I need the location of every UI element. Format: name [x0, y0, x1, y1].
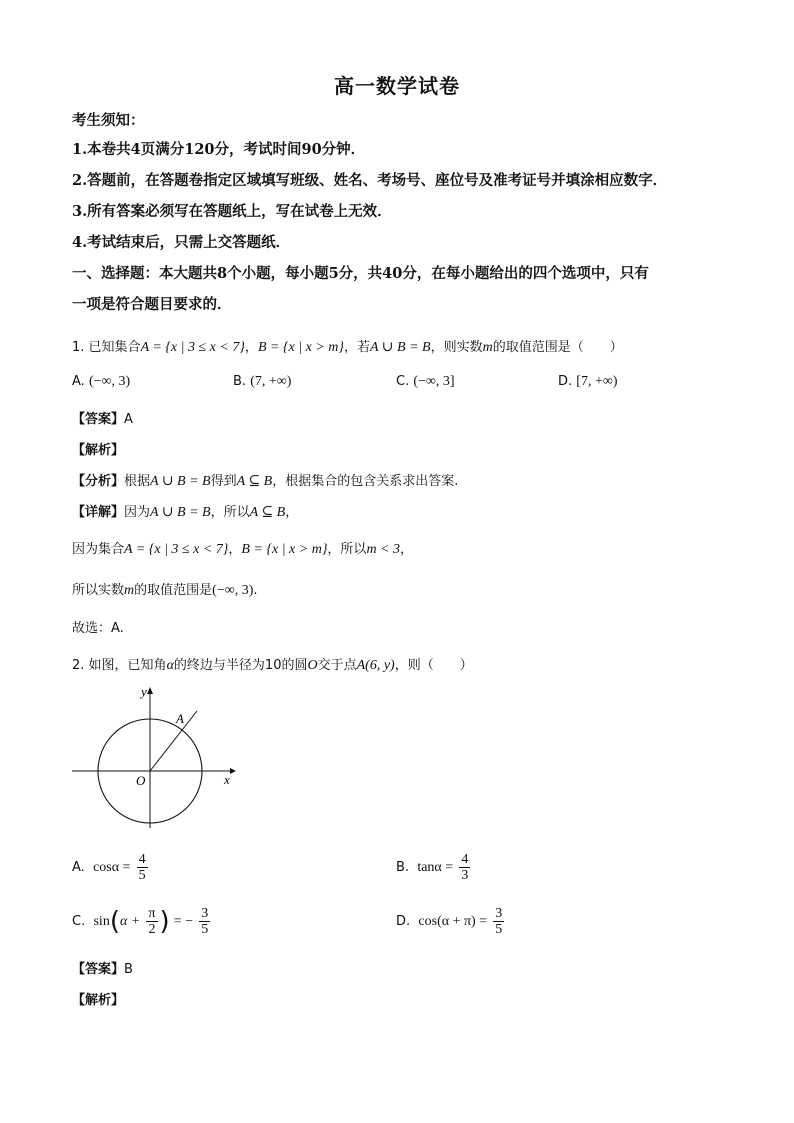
notice-item-2: 2.答题前，在答题卷指定区域填写班级、姓名、考场号、座位号及准考证号并填涂相应数字． [72, 172, 668, 189]
q2-option-c: C. sin(α + $\frac{\pi}{2}$ ) = − $\frac{3}{5}$ [72, 906, 209, 937]
q2-stem: 2. 如图，已知角α的终边与半径为10的圆O交于点A(6, y)，则（ ） [72, 658, 473, 673]
q2-option-d: D. cos(α + π) = $\frac{3}{5}$ [396, 906, 503, 937]
q1-detail-line3: 因为集合A = {x | 3 ≤ x < 7}，B = {x | x > m}，所以m < 3， [72, 542, 414, 557]
q1-set-a: A = {x | 3 ≤ x < 7} [140, 340, 245, 355]
q1-xiangjie: 【详解】因为A ∪ B = B，所以A ⊆ B， [72, 505, 299, 520]
x-axis-arrow [230, 768, 236, 774]
notice-item-1: 1.本卷共4页满分120分，考试时间90分钟． [72, 141, 366, 158]
q1-analysis-tag: 【解析】 [72, 443, 125, 458]
q2-answer: 【答案】B [72, 962, 133, 977]
page-title: 高一数学试卷 [334, 74, 460, 98]
q1-option-c: C. (−∞, 3] [396, 374, 455, 389]
q1-stem: 1. 已知集合A = {x | 3 ≤ x < 7}，B = {x | x > m}，若A ∪ B = B，则实数m的取值范围是（ ） [72, 340, 623, 355]
notice-item-3: 3.所有答案必须写在答题纸上，写在试卷上无效． [72, 203, 392, 220]
q1-conclusion: 故选：A. [72, 621, 124, 636]
q1-set-b: B = {x | x > m} [257, 340, 344, 355]
origin-label: O [136, 773, 146, 788]
unit-circle-figure [70, 682, 240, 832]
y-axis-arrow [147, 687, 153, 694]
q2-analysis-tag: 【解析】 [72, 993, 125, 1008]
q1-option-d: D. [7, +∞) [558, 374, 618, 389]
q1-answer: 【答案】A [72, 412, 133, 427]
q1-condition: A ∪ B = B [369, 340, 431, 355]
q2-number: 2. [72, 658, 85, 673]
q1-number: 1. [72, 340, 85, 355]
q1-option-b: B. (7, +∞) [233, 374, 292, 389]
notice-heading: 考生须知： [72, 112, 145, 129]
point-a-label: A [176, 711, 184, 726]
y-axis-label: y [141, 684, 147, 699]
q2-option-a: A. cosα = $\frac{4}{5}$ [72, 852, 146, 883]
section-heading-line2: 一项是符合题目要求的． [72, 296, 232, 313]
q1-detail-line4: 所以实数m的取值范围是(−∞, 3). [72, 583, 258, 598]
q2-option-b: B. tanα = $\frac{4}{3}$ [396, 852, 469, 883]
notice-item-4: 4.考试结束后，只需上交答题纸． [72, 234, 291, 251]
x-axis-label: x [224, 772, 230, 787]
q1-option-a: A. (−∞, 3) [72, 374, 131, 389]
q1-fenxi: 【分析】根据A ∪ B = B得到A ⊆ B，根据集合的包含关系求出答案. [72, 474, 459, 489]
section-heading-line1: 一、选择题：本大题共8个小题，每小题5分，共40分，在每小题给出的四个选项中，只有 [72, 265, 649, 282]
